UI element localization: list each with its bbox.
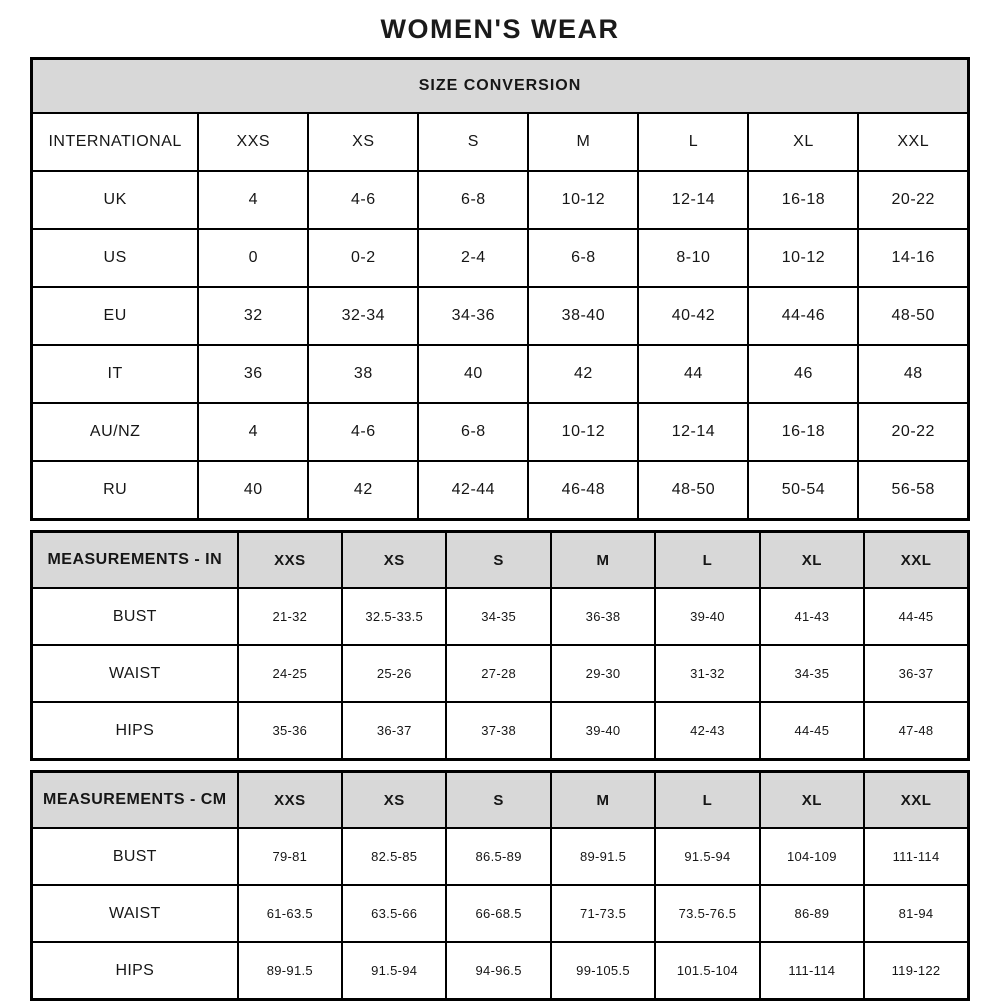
measure-cell: 36-37 (342, 702, 446, 760)
measure-cell: 42-43 (655, 702, 759, 760)
col-header-l: L (638, 113, 748, 171)
table-row (32, 772, 969, 829)
size-cell: 34-36 (418, 287, 528, 345)
row-label-uk: UK (32, 171, 199, 229)
measure-cell: 27-28 (446, 645, 550, 702)
table-row (32, 532, 969, 589)
measure-cell: 79-81 (238, 828, 342, 885)
measure-cell: 32.5-33.5 (342, 588, 446, 645)
size-cell: 44 (638, 345, 748, 403)
col-header-s: S (446, 532, 550, 589)
size-cell: 20-22 (858, 403, 968, 461)
size-cell: 4 (198, 403, 308, 461)
col-header-xl: XL (748, 113, 858, 171)
size-cell: 10-12 (748, 229, 858, 287)
measure-cell: 35-36 (238, 702, 342, 760)
measure-cell: 21-32 (238, 588, 342, 645)
size-cell: 40 (418, 345, 528, 403)
table-row (32, 828, 969, 885)
size-cell: 0 (198, 229, 308, 287)
measure-cell: 39-40 (551, 702, 655, 760)
measure-cell: 82.5-85 (342, 828, 446, 885)
row-label-bust: BUST (32, 588, 238, 645)
measure-cell: 89-91.5 (551, 828, 655, 885)
measure-cell: 81-94 (864, 885, 968, 942)
page-title: WOMEN'S WEAR (380, 14, 620, 44)
measure-cell: 104-109 (760, 828, 864, 885)
table-row (32, 885, 969, 942)
measure-cell: 71-73.5 (551, 885, 655, 942)
col-header-xxl: XXL (864, 532, 968, 589)
size-cell: 4 (198, 171, 308, 229)
size-cell: 32 (198, 287, 308, 345)
row-label-bust: BUST (32, 828, 238, 885)
size-cell: 36 (198, 345, 308, 403)
col-header-xl: XL (760, 772, 864, 829)
table-row (32, 113, 969, 171)
size-cell: 8-10 (638, 229, 748, 287)
measurements-in-title: MEASUREMENTS - IN (32, 532, 238, 589)
measure-cell: 89-91.5 (238, 942, 342, 1000)
table-row (32, 942, 969, 1000)
col-header-xxs: XXS (238, 532, 342, 589)
size-cell: 42-44 (418, 461, 528, 520)
measure-cell: 99-105.5 (551, 942, 655, 1000)
measure-cell: 119-122 (864, 942, 968, 1000)
size-cell: 46 (748, 345, 858, 403)
table-row (32, 345, 969, 403)
col-header-xs: XS (308, 113, 418, 171)
table-row (32, 171, 969, 229)
measure-cell: 73.5-76.5 (655, 885, 759, 942)
measure-cell: 91.5-94 (342, 942, 446, 1000)
measure-cell: 91.5-94 (655, 828, 759, 885)
size-cell: 38-40 (528, 287, 638, 345)
col-header-xxs: XXS (238, 772, 342, 829)
size-cell: 46-48 (528, 461, 638, 520)
size-cell: 6-8 (418, 171, 528, 229)
size-cell: 42 (528, 345, 638, 403)
size-cell: 42 (308, 461, 418, 520)
row-label-hips: HIPS (32, 942, 238, 1000)
size-cell: 4-6 (308, 171, 418, 229)
measure-cell: 36-38 (551, 588, 655, 645)
table-row (32, 702, 969, 760)
measure-cell: 41-43 (760, 588, 864, 645)
measure-cell: 25-26 (342, 645, 446, 702)
size-conversion-title: SIZE CONVERSION (32, 59, 969, 114)
measurements-cm-table (30, 770, 970, 1001)
measure-cell: 61-63.5 (238, 885, 342, 942)
col-header-l: L (655, 772, 759, 829)
row-label-ru: RU (32, 461, 199, 520)
table-row (32, 461, 969, 520)
size-cell: 10-12 (528, 171, 638, 229)
size-cell: 6-8 (418, 403, 528, 461)
col-header-m: M (551, 772, 655, 829)
row-label-us: US (32, 229, 199, 287)
size-cell: 48-50 (858, 287, 968, 345)
measure-cell: 37-38 (446, 702, 550, 760)
col-header-s: S (418, 113, 528, 171)
col-header-international: INTERNATIONAL (32, 113, 199, 171)
size-cell: 2-4 (418, 229, 528, 287)
measure-cell: 36-37 (864, 645, 968, 702)
measure-cell: 86-89 (760, 885, 864, 942)
measurements-cm-title: MEASUREMENTS - CM (32, 772, 238, 829)
table-row (32, 645, 969, 702)
col-header-m: M (551, 532, 655, 589)
row-label-it: IT (32, 345, 199, 403)
measure-cell: 34-35 (446, 588, 550, 645)
size-cell: 48 (858, 345, 968, 403)
col-header-m: M (528, 113, 638, 171)
measure-cell: 31-32 (655, 645, 759, 702)
col-header-xxl: XXL (858, 113, 968, 171)
size-cell: 12-14 (638, 403, 748, 461)
col-header-s: S (446, 772, 550, 829)
measure-cell: 94-96.5 (446, 942, 550, 1000)
size-cell: 16-18 (748, 403, 858, 461)
measure-cell: 111-114 (760, 942, 864, 1000)
col-header-l: L (655, 532, 759, 589)
row-label-hips: HIPS (32, 702, 238, 760)
table-row (32, 588, 969, 645)
table-row (32, 403, 969, 461)
col-header-xs: XS (342, 532, 446, 589)
table-row (32, 59, 969, 114)
size-cell: 0-2 (308, 229, 418, 287)
col-header-xxs: XXS (198, 113, 308, 171)
measure-cell: 44-45 (864, 588, 968, 645)
size-cell: 32-34 (308, 287, 418, 345)
measure-cell: 39-40 (655, 588, 759, 645)
measure-cell: 29-30 (551, 645, 655, 702)
measure-cell: 44-45 (760, 702, 864, 760)
measure-cell: 34-35 (760, 645, 864, 702)
size-cell: 6-8 (528, 229, 638, 287)
size-cell: 38 (308, 345, 418, 403)
table-row (32, 229, 969, 287)
row-label-waist: WAIST (32, 885, 238, 942)
size-cell: 20-22 (858, 171, 968, 229)
measurements-in-table (30, 530, 970, 761)
row-label-eu: EU (32, 287, 199, 345)
measure-cell: 24-25 (238, 645, 342, 702)
size-cell: 40 (198, 461, 308, 520)
size-cell: 50-54 (748, 461, 858, 520)
size-conversion-table (30, 57, 970, 521)
size-cell: 14-16 (858, 229, 968, 287)
col-header-xl: XL (760, 532, 864, 589)
size-cell: 56-58 (858, 461, 968, 520)
measure-cell: 111-114 (864, 828, 968, 885)
measure-cell: 66-68.5 (446, 885, 550, 942)
col-header-xxl: XXL (864, 772, 968, 829)
size-cell: 48-50 (638, 461, 748, 520)
table-row (32, 287, 969, 345)
size-cell: 10-12 (528, 403, 638, 461)
measure-cell: 86.5-89 (446, 828, 550, 885)
measure-cell: 63.5-66 (342, 885, 446, 942)
measure-cell: 47-48 (864, 702, 968, 760)
row-label-waist: WAIST (32, 645, 238, 702)
measure-cell: 101.5-104 (655, 942, 759, 1000)
size-cell: 12-14 (638, 171, 748, 229)
size-cell: 44-46 (748, 287, 858, 345)
size-cell: 16-18 (748, 171, 858, 229)
col-header-xs: XS (342, 772, 446, 829)
row-label-aunz: AU/NZ (32, 403, 199, 461)
size-cell: 4-6 (308, 403, 418, 461)
size-cell: 40-42 (638, 287, 748, 345)
